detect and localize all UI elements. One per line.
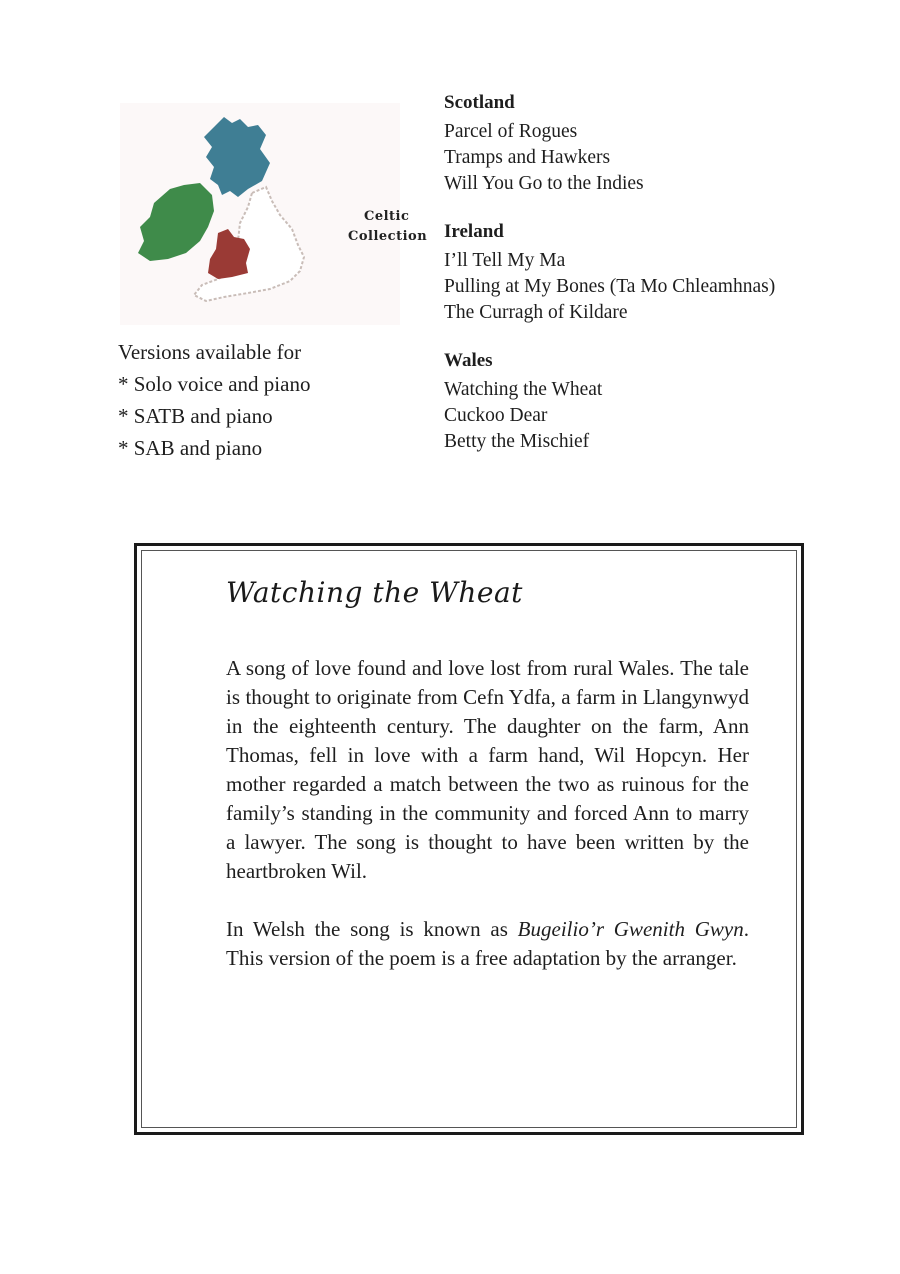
british-isles-map	[120, 103, 400, 325]
scotland-group	[444, 90, 775, 197]
paragraph2-suffix: . This version of the poem is a free adaptation by the arranger.	[226, 917, 749, 970]
wales-heading: Wales	[444, 350, 493, 371]
song-note-body	[226, 654, 749, 1002]
paragraph2-prefix: In Welsh the song is known as	[226, 917, 518, 941]
song-title: Parcel of Rogues	[444, 121, 578, 142]
song-note-title: Watching the Wheat	[226, 576, 523, 609]
song-note-paragraph-2	[226, 915, 749, 973]
logo-label-line2: Collection	[348, 229, 428, 244]
song-list	[444, 90, 775, 477]
song-title: Pulling at My Bones (Ta Mo Chleamhnas)	[444, 276, 776, 297]
ireland-heading: Ireland	[444, 221, 504, 242]
versions-heading: Versions available for	[118, 340, 302, 364]
welsh-title: Bugeilio’r Gwenith Gwyn	[517, 917, 744, 941]
song-title: Cuckoo Dear	[444, 405, 548, 426]
song-title: Watching the Wheat	[444, 379, 603, 400]
celtic-collection-logo	[120, 103, 428, 325]
ireland-shape	[138, 183, 214, 261]
version-item: * Solo voice and piano	[118, 372, 311, 396]
version-item: * SATB and piano	[118, 404, 273, 428]
song-note-paragraph-1: A song of love found and love lost from rural Wales. The tale is thought to originate from Cefn Ydfa, a farm in Llangynwyd in the eighteenth century. The daughter on the farm, Ann Thomas, fell in love with a farm hand, Wil Hopcyn. Her mother regarded a match between the two as ruinous for the family’s standing in the community and forced Ann to marry a lawyer. The song is thought to have been written by the heartbroken Wil.	[226, 656, 749, 883]
scotland-shape	[204, 117, 270, 197]
version-item: * SAB and piano	[118, 436, 263, 460]
wales-group	[444, 348, 775, 455]
scotland-heading: Scotland	[444, 92, 515, 113]
song-title: I’ll Tell My Ma	[444, 250, 566, 271]
ireland-group	[444, 219, 775, 326]
logo-label-line1: Celtic	[364, 209, 410, 224]
versions-list	[118, 336, 310, 464]
song-title: Tramps and Hawkers	[444, 147, 611, 168]
song-title: Betty the Mischief	[444, 431, 590, 452]
song-title: Will You Go to the Indies	[444, 173, 644, 194]
song-title: The Curragh of Kildare	[444, 302, 628, 323]
